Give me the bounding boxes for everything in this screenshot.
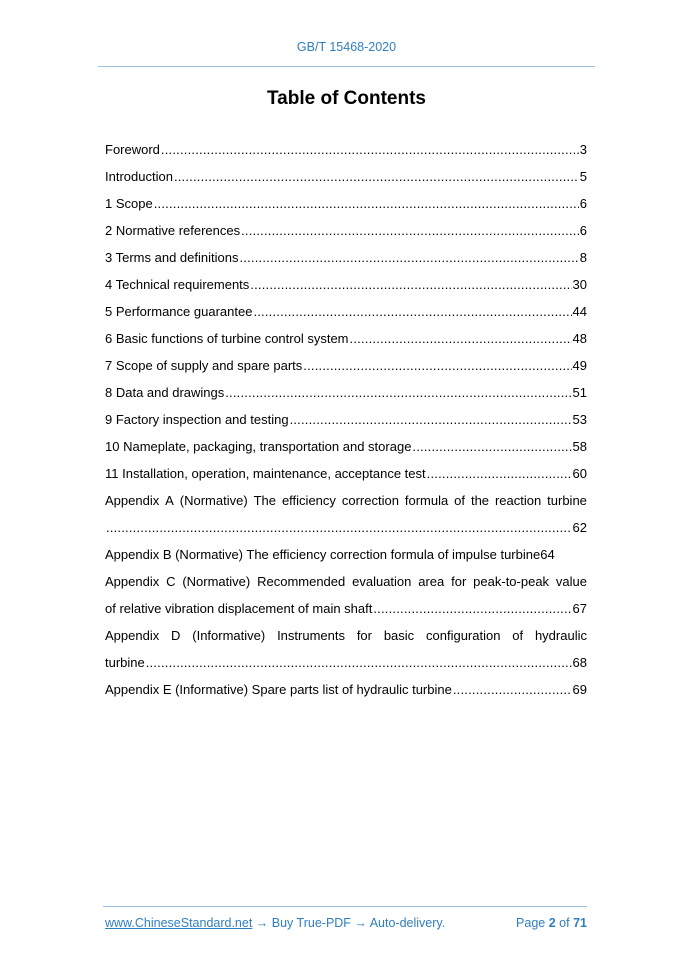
toc-entry-title: Introduction — [105, 169, 173, 184]
dot-leader — [174, 168, 579, 186]
word: Instruments — [277, 628, 345, 643]
toc-entry-title: 6 Basic functions of turbine control system — [105, 331, 349, 346]
footer-divider — [103, 906, 587, 907]
toc-entry-appendix-d[interactable] — [105, 627, 587, 654]
header-divider — [98, 66, 595, 67]
toc-entry-title: 4 Technical requirements — [105, 277, 250, 292]
word: area — [418, 574, 445, 589]
word: value — [555, 574, 587, 589]
toc-page-number: 3 — [579, 142, 587, 157]
toc-page-number: 49 — [572, 358, 587, 373]
dot-leader — [225, 384, 571, 402]
toc-entry-title: 7 Scope of supply and spare parts — [105, 358, 303, 373]
total-pages: 71 — [573, 916, 587, 930]
toc-page-number: 67 — [572, 601, 587, 616]
page-footer — [105, 916, 587, 930]
toc-entry-title: 5 Performance guarantee — [105, 304, 253, 319]
word: hydraulic — [534, 628, 587, 643]
toc-page-number: 53 — [572, 412, 587, 427]
toc-entry-appendix-c[interactable] — [105, 573, 587, 600]
toc-entry[interactable] — [105, 330, 587, 357]
dot-leader — [253, 303, 571, 321]
dot-leader — [303, 357, 571, 375]
toc-page-number: 68 — [572, 655, 587, 670]
table-of-contents — [105, 141, 587, 708]
word: Recommended — [257, 574, 346, 589]
page-indicator: Page 2 of 71 — [516, 916, 587, 930]
word: Appendix — [105, 574, 160, 589]
word: reaction — [494, 493, 542, 508]
toc-entry-title: 2 Normative references — [105, 223, 241, 238]
toc-entry[interactable] — [105, 141, 587, 168]
dot-leader — [241, 222, 579, 240]
word: for — [451, 574, 467, 589]
word: correction — [341, 493, 399, 508]
toc-entry-appendix-a[interactable] — [105, 492, 587, 519]
toc-entry[interactable] — [105, 249, 587, 276]
toc-entry-appendix-c-cont[interactable] — [105, 600, 587, 627]
website-link[interactable]: www.ChineseStandard.net — [105, 916, 253, 930]
toc-page-number: 62 — [572, 520, 587, 535]
dot-leader — [453, 681, 572, 699]
toc-page-number: 58 — [572, 439, 587, 454]
word: A — [165, 493, 174, 508]
word: evaluation — [352, 574, 412, 589]
toc-page-number: 69 — [572, 682, 587, 697]
toc-entry-appendix-a-page[interactable] — [105, 519, 587, 546]
word: for — [356, 628, 372, 643]
dot-leader — [146, 654, 572, 672]
word: The — [253, 493, 277, 508]
toc-entry-title: turbine — [105, 655, 145, 670]
toc-entry-title: Foreword — [105, 142, 160, 157]
dot-leader — [250, 276, 571, 294]
toc-page-number: 8 — [579, 250, 587, 265]
toc-entry[interactable] — [105, 195, 587, 222]
toc-entry[interactable] — [105, 168, 587, 195]
word: the — [470, 493, 490, 508]
toc-page-number: 64 — [540, 547, 555, 562]
document-code-header: GB/T 15468-2020 — [296, 40, 397, 54]
toc-entry-title: 8 Data and drawings — [105, 385, 225, 400]
word: D — [171, 628, 181, 643]
dot-leader — [373, 600, 571, 618]
toc-entry[interactable] — [105, 384, 587, 411]
toc-page-number: 6 — [579, 196, 587, 211]
footer-tagline: → Buy True-PDF → Auto-delivery. — [252, 916, 446, 930]
toc-entry-title: 10 Nameplate, packaging, transportation and storage — [105, 439, 412, 454]
dot-leader — [290, 411, 572, 429]
word: basic — [383, 628, 415, 643]
toc-page-number: 44 — [572, 304, 587, 319]
toc-page-number: 48 — [572, 331, 587, 346]
dot-leader — [239, 249, 578, 267]
toc-entry-appendix-b[interactable] — [105, 546, 587, 573]
toc-entry[interactable] — [105, 465, 587, 492]
toc-entry-title: of relative vibration displacement of main shaft — [105, 601, 373, 616]
word: Appendix — [105, 628, 160, 643]
toc-entry[interactable] — [105, 411, 587, 438]
toc-entry-title: Appendix B (Normative) The efficiency correction formula of impulse turbine — [105, 547, 541, 562]
toc-entry[interactable] — [105, 357, 587, 384]
current-page: 2 — [548, 916, 556, 930]
toc-entry-title: 9 Factory inspection and testing — [105, 412, 289, 427]
page-title: Table of Contents — [266, 88, 427, 109]
word: (Normative) — [182, 574, 251, 589]
toc-entry-title: Appendix E (Informative) Spare parts list of hydraulic turbine — [105, 682, 452, 697]
toc-page-number: 51 — [572, 385, 587, 400]
toc-page-number: 30 — [572, 277, 587, 292]
dot-leader — [106, 519, 572, 537]
dot-leader — [161, 141, 579, 159]
toc-entry[interactable] — [105, 303, 587, 330]
toc-entry[interactable] — [105, 438, 587, 465]
dot-leader — [412, 438, 571, 456]
word: (Informative) — [192, 628, 266, 643]
word: C — [166, 574, 176, 589]
toc-entry-title: 11 Installation, operation, maintenance, acceptance test — [105, 466, 426, 481]
word: formula — [404, 493, 449, 508]
dot-leader — [154, 195, 579, 213]
toc-page-number: 5 — [579, 169, 587, 184]
word: (Normative) — [179, 493, 248, 508]
toc-entry[interactable] — [105, 276, 587, 303]
toc-entry-title: 1 Scope — [105, 196, 153, 211]
toc-entry-appendix-e[interactable] — [105, 681, 587, 708]
word: configuration — [426, 628, 501, 643]
word: efficiency — [281, 493, 336, 508]
toc-page-number: 6 — [579, 223, 587, 238]
toc-page-number: 60 — [572, 466, 587, 481]
dot-leader — [427, 465, 572, 483]
dot-leader — [350, 330, 572, 348]
toc-entry-title: 3 Terms and definitions — [105, 250, 239, 265]
word: turbine — [547, 493, 587, 508]
word: of — [512, 628, 524, 643]
word: peak-to-peak — [473, 574, 550, 589]
word: Appendix — [105, 493, 160, 508]
toc-entry-appendix-d-cont[interactable] — [105, 654, 587, 681]
toc-entry[interactable] — [105, 222, 587, 249]
word: of — [454, 493, 466, 508]
